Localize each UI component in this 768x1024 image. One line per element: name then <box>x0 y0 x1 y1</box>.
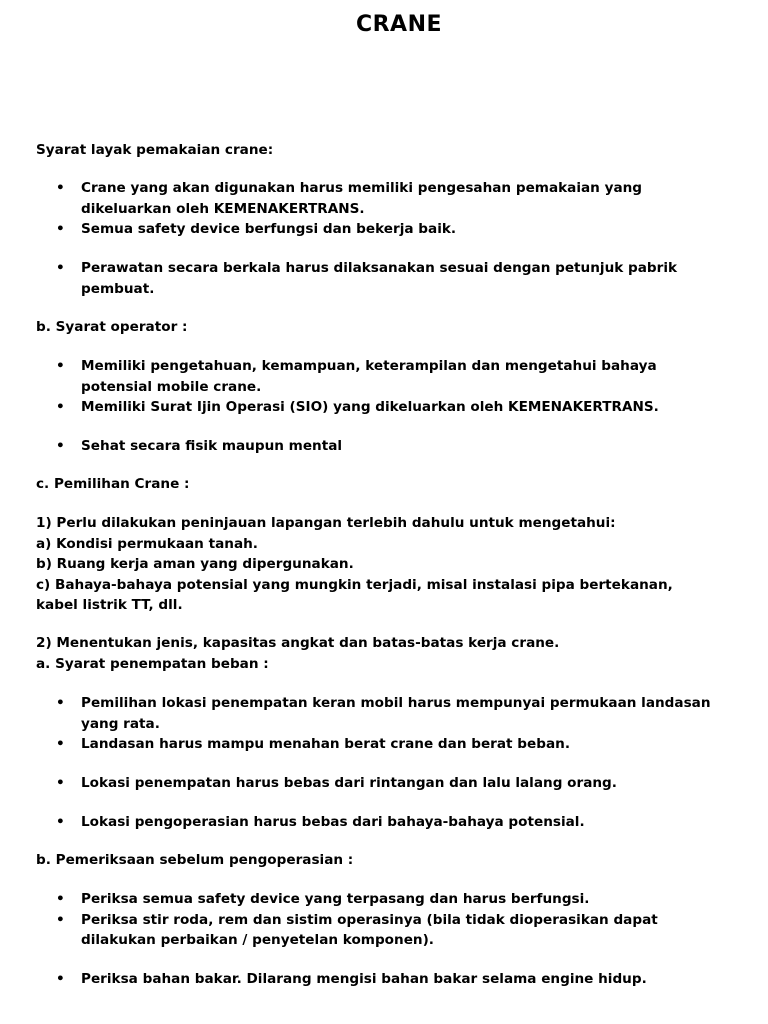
bullet-icon: • <box>56 438 65 454</box>
bullet-icon: • <box>56 180 65 196</box>
list-item-continuation: dilakukan perbaikan / penyetelan komponen). <box>81 932 434 948</box>
list-item: Periksa semua safety device yang terpasang dan harus berfungsi. <box>81 891 590 907</box>
bullet-icon: • <box>56 221 65 237</box>
list-item: Sehat secara fisik maupun mental <box>81 438 343 454</box>
bullet-icon: • <box>56 971 65 987</box>
list-item: Periksa bahan bakar. Dilarang mengisi bahan bakar selama engine hidup. <box>81 971 647 987</box>
list-item: Periksa stir roda, rem dan sistim operasinya (bila tidak dioperasikan dapat <box>81 911 658 928</box>
paragraph-line: b) Ruang kerja aman yang dipergunakan. <box>36 556 354 572</box>
paragraph-line: 2) Menentukan jenis, kapasitas angkat dan batas-batas kerja crane. <box>36 635 560 651</box>
bullet-icon: • <box>56 814 65 830</box>
bullet-icon: • <box>56 911 65 928</box>
list-item: Crane yang akan digunakan harus memiliki pengesahan pemakaian yang <box>81 180 643 196</box>
list-item: Pemilihan lokasi penempatan keran mobil harus mempunyai permukaan landasan <box>81 695 711 711</box>
list-item: Lokasi penempatan harus bebas dari rintangan dan lalu lalang orang. <box>81 775 617 791</box>
paragraph-line: c) Bahaya-bahaya potensial yang mungkin terjadi, misal instalasi pipa bertekanan, <box>36 576 673 593</box>
section-heading-pemilihan-crane: c. Pemilihan Crane : <box>36 476 190 492</box>
bullet-icon: • <box>56 399 65 415</box>
bullet-icon: • <box>56 736 65 752</box>
bullet-icon: • <box>56 891 65 907</box>
bullet-icon: • <box>56 775 65 791</box>
list-item-continuation: dikeluarkan oleh KEMENAKERTRANS. <box>81 200 365 217</box>
paragraph-line: a) Kondisi permukaan tanah. <box>36 535 258 552</box>
list-item: Landasan harus mampu menahan berat crane dan berat beban. <box>81 736 570 752</box>
section-heading-pemeriksaan: b. Pemeriksaan sebelum pengoperasian : <box>36 852 354 868</box>
list-item: Lokasi pengoperasian harus bebas dari bahaya-bahaya potensial. <box>81 814 585 830</box>
section-heading-syarat-operator: b. Syarat operator : <box>36 319 188 335</box>
list-item: Memiliki pengetahuan, kemampuan, keterampilan dan mengetahui bahaya <box>81 358 657 374</box>
list-item-continuation: yang rata. <box>81 715 160 732</box>
paragraph-line: kabel listrik TT, dll. <box>36 597 183 613</box>
list-item: Semua safety device berfungsi dan bekerja baik. <box>81 221 457 237</box>
paragraph-line: 1) Perlu dilakukan peninjauan lapangan terlebih dahulu untuk mengetahui: <box>36 515 616 531</box>
section-heading-penempatan-beban: a. Syarat penempatan beban : <box>36 655 269 672</box>
bullet-icon: • <box>56 358 65 374</box>
list-item: Perawatan secara berkala harus dilaksanakan sesuai dengan petunjuk pabrik <box>81 260 678 276</box>
list-item-continuation: potensial mobile crane. <box>81 378 262 395</box>
bullet-icon: • <box>56 260 65 276</box>
bullet-icon: • <box>56 695 65 711</box>
list-item-continuation: pembuat. <box>81 280 155 297</box>
list-item: Memiliki Surat Ijin Operasi (SIO) yang dikeluarkan oleh KEMENAKERTRANS. <box>81 399 659 415</box>
page-title: CRANE <box>355 12 443 37</box>
section-heading-syarat-layak: Syarat layak pemakaian crane: <box>36 142 274 158</box>
